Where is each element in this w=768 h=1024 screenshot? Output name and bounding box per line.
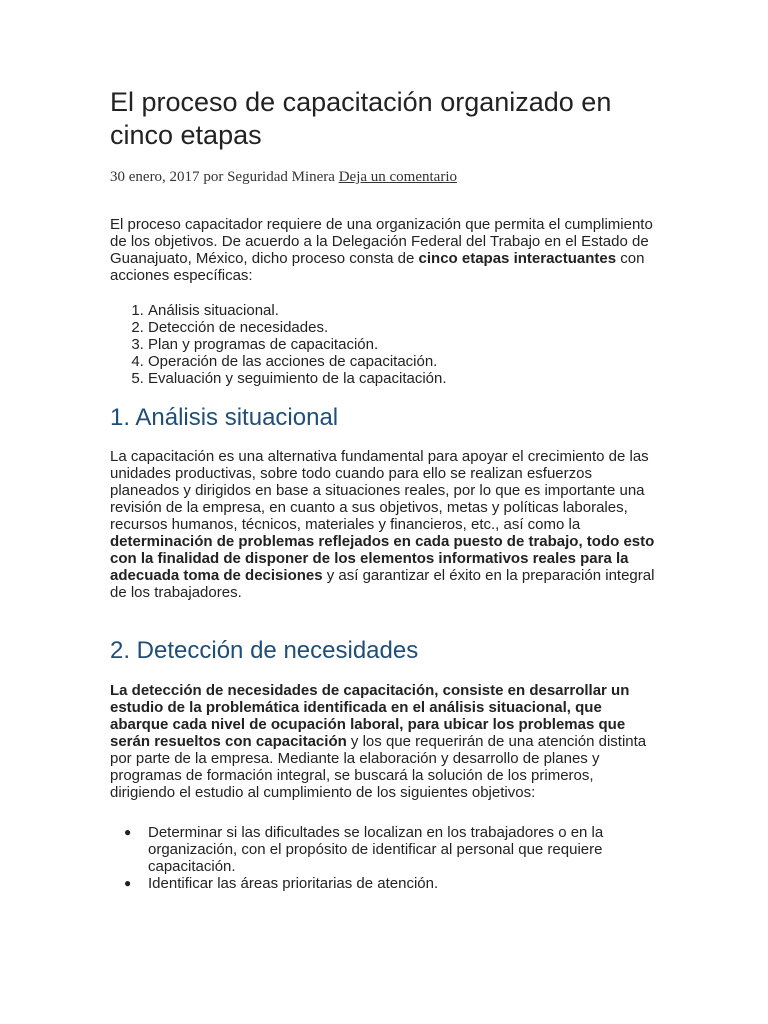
objective-text: Determinar si las dificultades se localizan en los trabajadores o en la organización, con el propósito de identificar al personal que requiere capacitación. [148,824,604,875]
stages-list [110,302,658,387]
deteccion-paragraph [110,682,658,801]
analisis-paragraph [110,448,658,601]
intro-text-2: con acciones específicas: [110,250,645,284]
bullet-icon: ● [124,825,132,839]
section-heading-analisis: 1. Análisis situacional [110,404,339,431]
article-title: El proceso de capacitación organizado en cinco etapas [110,87,612,150]
intro-bold-text: cinco etapas interactuantes [418,250,617,267]
stage-item: 4. Operación de las acciones de capacitación. [148,353,658,370]
objective-text: Identificar las áreas prioritarias de atención. [148,875,439,892]
intro-text-1: El proceso capacitador requiere de una organización que permita el cumplimiento de los objetivos. De acuerdo a la Delegación Federal del Trabajo en el Estado de Guanajuato, México, dicho proceso consta de [110,216,653,267]
analisis-bold-text: determinación de problemas reflejados en cada puesto de trabajo, todo esto con la finalidad de disponer de los elementos informativos reales para la adecuada toma de decisiones [110,533,655,584]
objective-item [124,824,658,875]
objectives-list [110,824,658,892]
article-meta [110,168,658,187]
post-author: Seguridad Minera [227,169,335,185]
post-date: 30 enero, 2017 [110,169,200,185]
deteccion-text-1: y los que requerirán de una atención distinta por parte de la empresa. Mediante la elaboración y desarrollo de planes y programas de formación integral, se buscará la solución de los primeros, dirigiendo el estudio al cumplimiento de los siguientes objetivos: [110,733,647,801]
bullet-icon: ● [124,876,132,890]
section-heading-deteccion: 2. Detección de necesidades [110,637,419,664]
byline-prefix: por [203,169,224,185]
analisis-text-1: La capacitación es una alternativa fundamental para apoyar el crecimiento de las unidades productivas, sobre todo cuando para ello se realizan esfuerzos planeados y dirigidos en base a situaciones reales, por lo que es importante una revisión de la empresa, en cuanto a sus objetivos, metas y políticas laborales, recursos humanos, técnicos, materiales y financieros, etc., así como la [110,448,649,533]
stage-item: 1. Análisis situacional. [148,302,658,319]
intro-paragraph [110,216,658,284]
objective-item [124,875,658,892]
stage-item: 2. Detección de necesidades. [148,319,658,336]
stage-item: 5. Evaluación y seguimiento de la capacitación. [148,370,658,387]
deteccion-bold-text: La detección de necesidades de capacitación, consiste en desarrollar un estudio de la problemática identificada en el análisis situacional, que abarque cada nivel de ocupación laboral, para ubicar los problemas que serán resueltos con capacitación [110,682,630,750]
analisis-text-2: y así garantizar el éxito en la preparación integral de los trabajadores. [110,567,655,601]
stage-item: 3. Plan y programas de capacitación. [148,336,658,353]
leave-comment-link[interactable]: Deja un comentario [338,169,457,185]
